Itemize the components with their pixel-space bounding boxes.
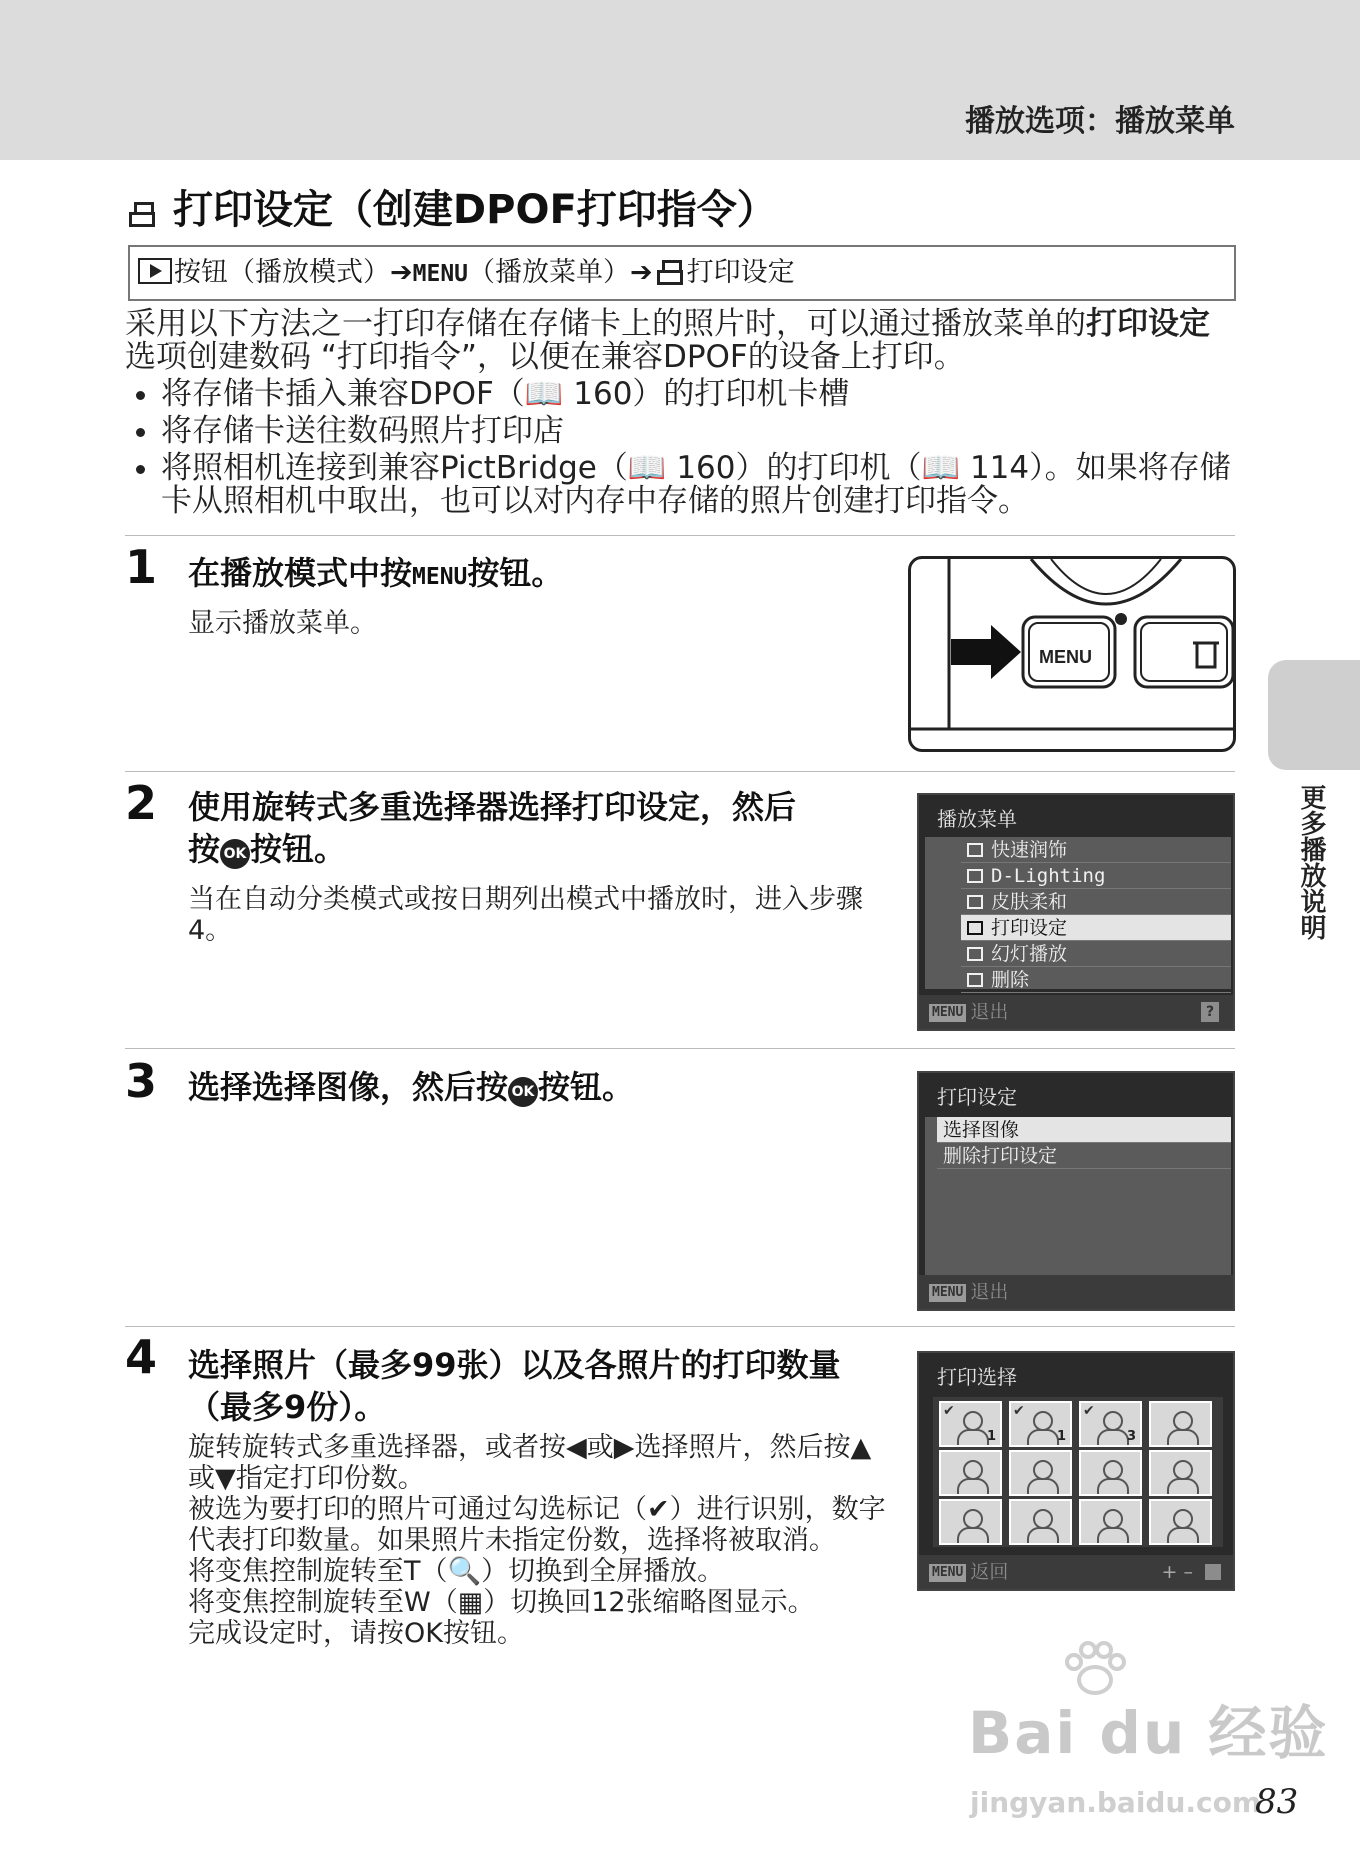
- step-number: 2: [125, 776, 158, 830]
- lcd-side-panel: [925, 837, 961, 989]
- lcd-item-label: 删除: [991, 969, 1030, 991]
- step-heading-text: 选择选择图像，然后按: [188, 1068, 509, 1106]
- person-figure-icon: [1173, 1509, 1193, 1529]
- print-check-icon: ✔: [1013, 1403, 1025, 1419]
- photo-thumbnail[interactable]: [1009, 1401, 1072, 1447]
- person-body-icon: [957, 1429, 989, 1447]
- lcd-footer-text: 返回: [970, 1561, 1009, 1583]
- lcd-title: 打印设定: [937, 1085, 1017, 1109]
- person-figure-icon: [1103, 1509, 1123, 1529]
- section-title: [125, 178, 777, 235]
- step-body: 显示播放菜单。: [188, 608, 377, 639]
- person-figure-icon: [1033, 1411, 1053, 1431]
- divider: [125, 535, 1235, 536]
- person-figure-icon: [963, 1460, 983, 1480]
- photo-thumbnail[interactable]: [939, 1499, 1002, 1545]
- person-figure-icon: [1033, 1509, 1053, 1529]
- menu-key-icon: MENU: [929, 1564, 966, 1582]
- lcd-footer: [919, 1555, 1233, 1589]
- photo-thumbnail[interactable]: [1149, 1499, 1212, 1545]
- step-heading: [188, 1066, 634, 1108]
- lcd-print-set-menu: [917, 1071, 1235, 1311]
- step-heading-text: 在播放模式中按: [188, 554, 413, 592]
- step-heading-text: 使用旋转式多重选择器选择打印设定，然后: [188, 788, 797, 826]
- person-body-icon: [1027, 1478, 1059, 1496]
- side-tab: [1268, 660, 1360, 770]
- lcd-menu-item: [961, 863, 1231, 889]
- print-icon: [657, 260, 683, 284]
- path-part2: （播放菜单）➔: [468, 257, 653, 288]
- lcd-item-label: 皮肤柔和: [991, 891, 1068, 913]
- section-title-text: 打印设定（创建DPOF打印指令）: [172, 187, 777, 233]
- person-body-icon: [957, 1527, 989, 1545]
- menu-key-icon: MENU: [929, 1284, 966, 1302]
- lcd-menu-item: [937, 1143, 1231, 1169]
- ok-button-icon: OK: [220, 839, 250, 869]
- watermark-url: jingyan.baidu.com: [970, 1786, 1262, 1819]
- lcd-item-label: 幻灯播放: [991, 943, 1068, 965]
- dlighting-icon: [967, 869, 983, 883]
- photo-thumbnail[interactable]: [1149, 1450, 1212, 1496]
- lcd-item-label: 打印设定: [991, 917, 1068, 939]
- lcd-menu-item: [961, 837, 1231, 863]
- intro-line-a: 采用以下方法之一打印存储在存储卡上的照片时，可以通过播放菜单的: [125, 306, 1086, 342]
- step-body-line: 完成设定时，请按OK按钮。: [188, 1618, 524, 1649]
- retouch-icon: [967, 843, 983, 857]
- person-figure-icon: [1033, 1460, 1053, 1480]
- step-heading-text: 按钮。: [538, 1068, 635, 1106]
- person-body-icon: [1097, 1527, 1129, 1545]
- step-body: 当在自动分类模式或按日期列出模式中播放时，进入步骤4。: [188, 884, 863, 946]
- print-check-icon: ✔: [943, 1403, 955, 1419]
- intro-bullets: [125, 378, 1240, 518]
- lcd-title: 打印选择: [937, 1365, 1017, 1389]
- playback-icon: [138, 258, 172, 284]
- lcd-print-selection: [917, 1351, 1235, 1591]
- lcd-menu-item-selected: [961, 915, 1231, 941]
- step-heading-text: 按钮。: [250, 830, 347, 868]
- person-body-icon: [1027, 1429, 1059, 1447]
- divider: [125, 1326, 1235, 1327]
- lcd-item-label: 删除打印设定: [943, 1145, 1058, 1167]
- step-number: 1: [125, 540, 158, 594]
- person-body-icon: [1097, 1429, 1129, 1447]
- path-part1: 按钮（播放模式）➔: [174, 257, 413, 288]
- path-part3: 打印设定: [686, 257, 795, 288]
- person-figure-icon: [1173, 1460, 1193, 1480]
- step-body-line: 旋转旋转式多重选择器，或者按◀或▶选择照片，然后按▲或▼指定打印份数。: [188, 1432, 872, 1494]
- menu-glyph: MENU: [412, 564, 468, 590]
- side-tab-label: 更多播放说明: [1296, 784, 1326, 940]
- photo-thumbnail[interactable]: [1079, 1401, 1142, 1447]
- lcd-menu-item: [961, 889, 1231, 915]
- header-title: 播放选项：播放菜单: [965, 104, 1235, 139]
- lcd-footer-text: 退出: [970, 1001, 1009, 1023]
- lcd-footer-text: 退出: [970, 1281, 1009, 1303]
- thumbnail-grid: [933, 1397, 1223, 1547]
- print-quantity: 3: [1126, 1429, 1136, 1444]
- lcd-menu-item: [961, 941, 1231, 967]
- step-heading: 选择照片（最多99张）以及各照片的打印数量（最多9份）。: [188, 1346, 841, 1426]
- intro-line-c: 选项创建数码 “打印指令”，以便在兼容DPOF的设备上打印。: [125, 339, 965, 375]
- step-heading-text: 按钮。: [467, 554, 564, 592]
- step-heading-text: 按: [188, 830, 221, 868]
- step-body-line: 将变焦控制旋转至T（🔍）切换到全屏播放。: [188, 1556, 725, 1587]
- lcd-menu-item-selected: [937, 1117, 1231, 1143]
- step-number: 3: [125, 1054, 158, 1108]
- print-icon: [967, 921, 983, 935]
- watermark-logo: Bai du 经验: [968, 1699, 1329, 1767]
- print-check-icon: ✔: [1083, 1403, 1095, 1419]
- person-body-icon: [957, 1478, 989, 1496]
- lcd-menu-item: [961, 967, 1231, 993]
- quantity-control-hint: + –: [1161, 1561, 1193, 1583]
- person-figure-icon: [963, 1509, 983, 1529]
- list-item: • 将存储卡插入兼容DPOF（📖 160）的打印机卡槽: [161, 378, 1240, 411]
- lcd-item-label: 选择图像: [943, 1119, 1020, 1141]
- trash-icon: [967, 973, 983, 987]
- lcd-item-label: 快速润饰: [991, 839, 1068, 861]
- step-heading: [188, 786, 888, 870]
- step-number: 4: [125, 1330, 158, 1384]
- svg-text:MENU: MENU: [1039, 647, 1092, 667]
- lcd-footer: [919, 995, 1233, 1029]
- print-quantity: 1: [1056, 1429, 1066, 1444]
- help-icon: ?: [1201, 1002, 1219, 1022]
- intro-paragraph: [125, 308, 1240, 374]
- person-body-icon: [1167, 1478, 1199, 1496]
- step-body: [188, 1432, 888, 1649]
- photo-thumbnail[interactable]: [1149, 1401, 1212, 1447]
- page-number: 83: [1255, 1782, 1299, 1822]
- intro-text: [125, 308, 1240, 522]
- print-quantity: 1: [986, 1429, 996, 1444]
- person-figure-icon: [1103, 1411, 1123, 1431]
- menu-key-icon: MENU: [929, 1004, 966, 1022]
- menu-path: [128, 245, 1236, 301]
- list-item: • 将照相机连接到兼容PictBridge（📖 160）的打印机（📖 114）。如果将存储卡从照相机中取出，也可以对内存中存储的照片创建打印指令。: [161, 452, 1240, 518]
- photo-thumbnail[interactable]: [939, 1450, 1002, 1496]
- person-body-icon: [1027, 1527, 1059, 1545]
- lcd-title: 播放菜单: [937, 807, 1017, 831]
- list-item: • 将存储卡送往数码照片打印店: [161, 415, 1240, 448]
- person-figure-icon: [1173, 1411, 1193, 1431]
- camera-back-svg: [911, 559, 1236, 752]
- person-body-icon: [1167, 1527, 1199, 1545]
- lcd-item-label: D-Lighting: [991, 865, 1106, 887]
- slideshow-icon: [967, 947, 983, 961]
- zoom-icon: [1205, 1564, 1221, 1580]
- photo-thumbnail[interactable]: [1079, 1450, 1142, 1496]
- menu-glyph: MENU: [412, 261, 469, 287]
- person-body-icon: [1097, 1478, 1129, 1496]
- divider: [125, 771, 1235, 772]
- divider: [125, 1048, 1235, 1049]
- person-body-icon: [1167, 1429, 1199, 1447]
- lcd-footer: [919, 1275, 1233, 1309]
- lcd-playback-menu: [917, 793, 1235, 1031]
- skin-softening-icon: [967, 895, 983, 909]
- print-icon: [129, 202, 155, 226]
- photo-thumbnail[interactable]: [1079, 1499, 1142, 1545]
- photo-thumbnail[interactable]: [1009, 1450, 1072, 1496]
- intro-line-bold: 打印设定: [1086, 306, 1210, 342]
- camera-illustration: [908, 556, 1236, 752]
- step-body-line: 将变焦控制旋转至W（▦）切换回12张缩略图显示。: [188, 1587, 815, 1618]
- step-heading: [188, 552, 563, 598]
- ok-button-icon: OK: [508, 1077, 538, 1107]
- step-body-line: 被选为要打印的照片可通过勾选标记（✔）进行识别，数字代表打印数量。如果照片未指定份数，选择将被取消。: [188, 1494, 886, 1556]
- photo-thumbnail[interactable]: [1009, 1499, 1072, 1545]
- person-figure-icon: [963, 1411, 983, 1431]
- photo-thumbnail[interactable]: [939, 1401, 1002, 1447]
- person-figure-icon: [1103, 1460, 1123, 1480]
